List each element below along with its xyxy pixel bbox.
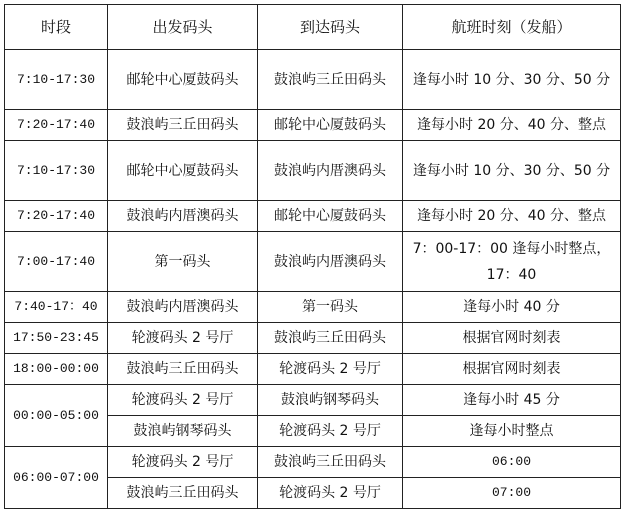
arrival-cell: 轮渡码头 2 号厅: [258, 478, 403, 509]
arrival-cell: 轮渡码头 2 号厅: [258, 354, 403, 385]
ferry-schedule-table: [4, 4, 621, 509]
period-cell: 7:00-17:40: [5, 232, 108, 292]
departure-cell: 鼓浪屿三丘田码头: [108, 478, 258, 509]
period-cell: 7:20-17:40: [5, 110, 108, 141]
arrival-cell: 轮渡码头 2 号厅: [258, 416, 403, 447]
table-row: [5, 292, 621, 323]
table-row: [5, 110, 621, 141]
arrival-cell: 鼓浪屿三丘田码头: [258, 50, 403, 110]
schedule-cell: 逢每小时整点: [403, 416, 621, 447]
departure-cell: 轮渡码头 2 号厅: [108, 447, 258, 478]
departure-cell: 邮轮中心厦鼓码头: [108, 50, 258, 110]
period-cell: 7:10-17:30: [5, 141, 108, 201]
table-row: [5, 201, 621, 232]
departure-cell: 轮渡码头 2 号厅: [108, 323, 258, 354]
arrival-cell: 邮轮中心厦鼓码头: [258, 201, 403, 232]
schedule-cell: 06:00: [403, 447, 621, 478]
period-cell: 7:40-17：40: [5, 292, 108, 323]
period-cell: 00:00-05:00: [5, 385, 108, 447]
arrival-cell: 鼓浪屿钢琴码头: [258, 385, 403, 416]
arrival-cell: 鼓浪屿三丘田码头: [258, 447, 403, 478]
schedule-cell: 逢每小时 45 分: [403, 385, 621, 416]
departure-cell: 鼓浪屿内厝澳码头: [108, 292, 258, 323]
arrival-cell: 鼓浪屿内厝澳码头: [258, 232, 403, 292]
departure-cell: 鼓浪屿钢琴码头: [108, 416, 258, 447]
header-period: 时段: [5, 5, 108, 50]
header-schedule: 航班时刻（发船）: [403, 5, 621, 50]
table-row: [5, 385, 621, 416]
departure-cell: 鼓浪屿三丘田码头: [108, 354, 258, 385]
table-row: [5, 50, 621, 110]
schedule-cell: 逢每小时 20 分、40 分、整点: [403, 201, 621, 232]
departure-cell: 第一码头: [108, 232, 258, 292]
period-cell: 06:00-07:00: [5, 447, 108, 509]
departure-cell: 鼓浪屿三丘田码头: [108, 110, 258, 141]
table-row: [5, 447, 621, 478]
arrival-cell: 第一码头: [258, 292, 403, 323]
schedule-cell: 逢每小时 10 分、30 分、50 分: [403, 141, 621, 201]
period-cell: 17:50-23:45: [5, 323, 108, 354]
schedule-cell: 逢每小时 10 分、30 分、50 分: [403, 50, 621, 110]
departure-cell: 鼓浪屿内厝澳码头: [108, 201, 258, 232]
header-arrival: 到达码头: [258, 5, 403, 50]
header-departure: 出发码头: [108, 5, 258, 50]
arrival-cell: 鼓浪屿三丘田码头: [258, 323, 403, 354]
arrival-cell: 鼓浪屿内厝澳码头: [258, 141, 403, 201]
table-row: [5, 232, 621, 292]
period-cell: 7:10-17:30: [5, 50, 108, 110]
schedule-cell: 逢每小时 20 分、40 分、整点: [403, 110, 621, 141]
schedule-cell: 根据官网时刻表: [403, 354, 621, 385]
table-row: [5, 354, 621, 385]
header-row: [5, 5, 621, 50]
period-cell: 18:00-00:00: [5, 354, 108, 385]
schedule-cell: 7：00-17：00 逢每小时整点，17：40: [403, 232, 621, 292]
table-row: [5, 141, 621, 201]
arrival-cell: 邮轮中心厦鼓码头: [258, 110, 403, 141]
departure-cell: 邮轮中心厦鼓码头: [108, 141, 258, 201]
period-cell: 7:20-17:40: [5, 201, 108, 232]
departure-cell: 轮渡码头 2 号厅: [108, 385, 258, 416]
table-row: [5, 323, 621, 354]
schedule-cell: 07:00: [403, 478, 621, 509]
schedule-cell: 逢每小时 40 分: [403, 292, 621, 323]
schedule-cell: 根据官网时刻表: [403, 323, 621, 354]
